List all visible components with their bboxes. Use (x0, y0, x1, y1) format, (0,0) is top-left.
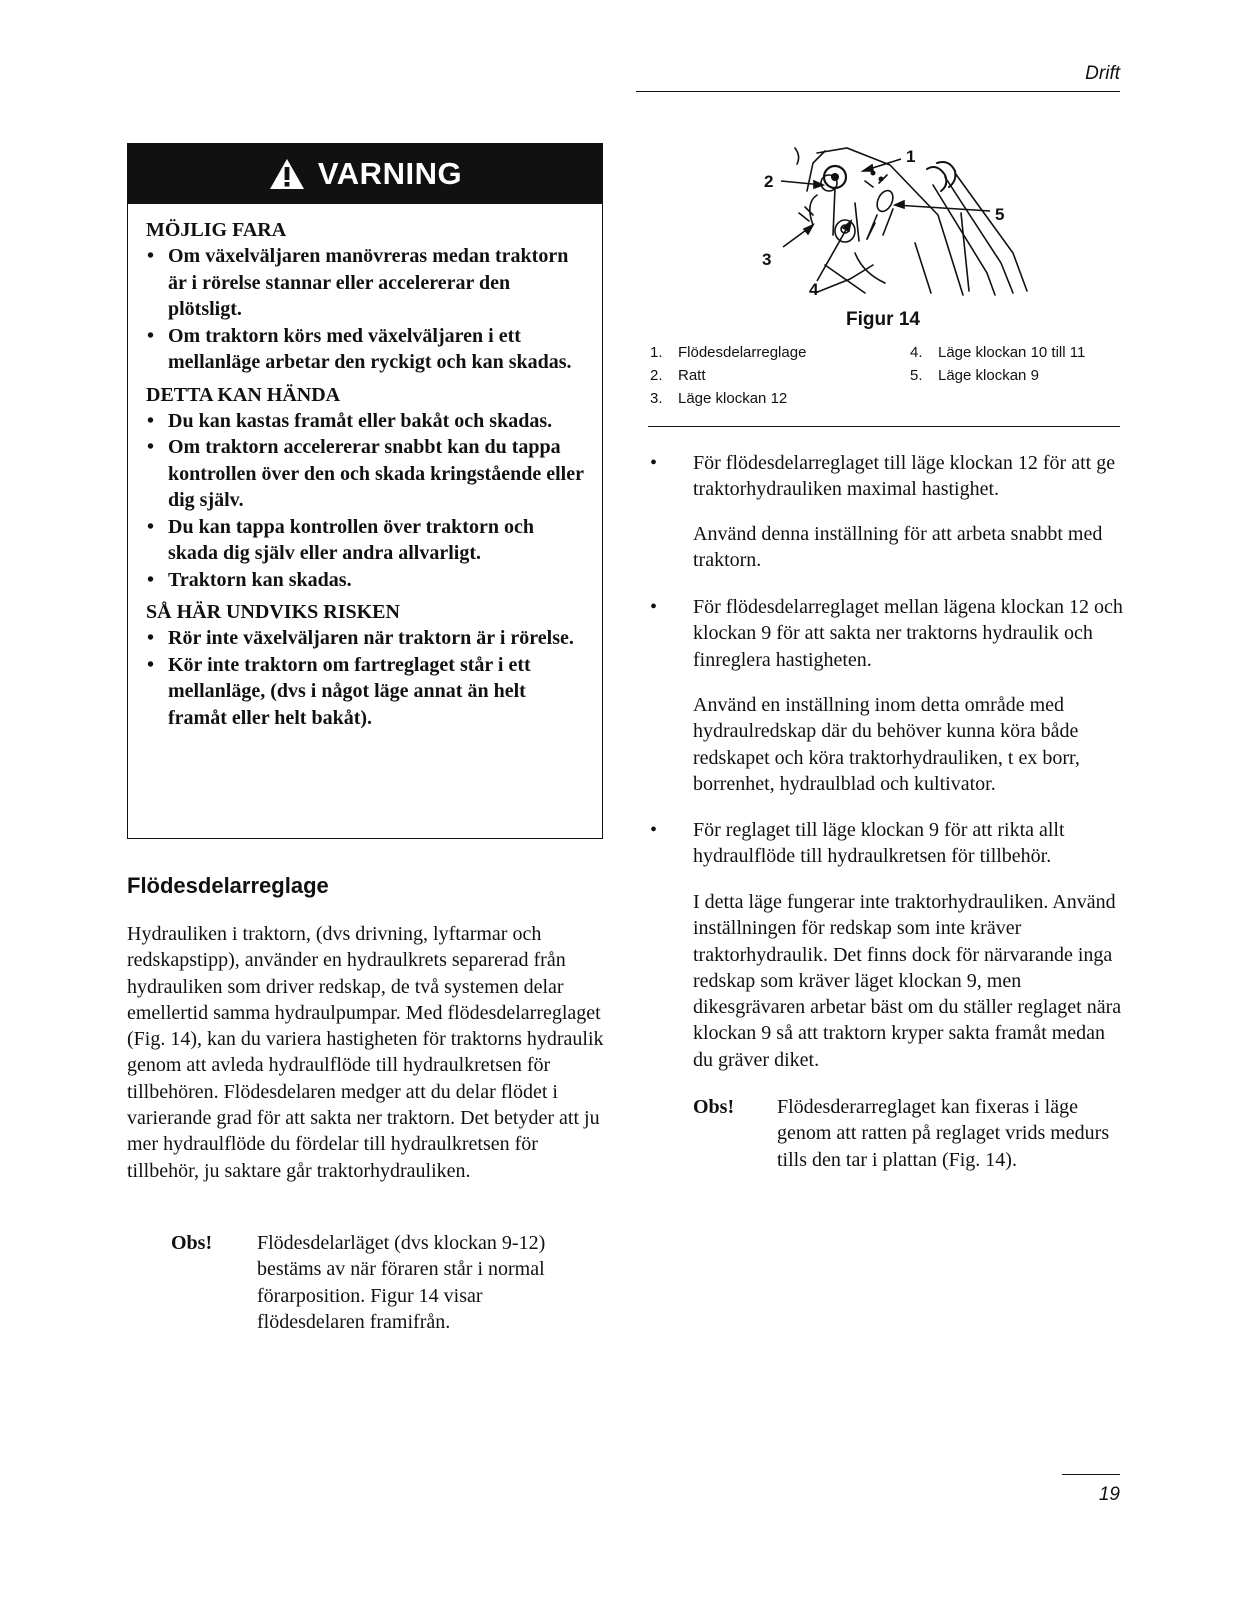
legend-text: Läge klockan 12 (678, 390, 788, 407)
running-header-section: Drift (1085, 63, 1120, 84)
warning-heading-avoidance: SÅ HÄR UNDVIKS RISKEN (146, 601, 400, 623)
warning-triangle-icon (268, 157, 306, 191)
legend-item (910, 367, 1039, 384)
bullet-text: För flödesdelarreglaget mellan lägena klockan 12 och klockan 9 för att sakta ner traktorns hydraulik och finreglera hastigheten. (693, 596, 1123, 671)
callout-4: 4 (809, 280, 819, 299)
warning-item: • Traktorn kan skadas. (146, 567, 584, 594)
bullet-marker: • (650, 452, 658, 474)
figure-rule (648, 426, 1120, 427)
legend-text: Flödesdelarreglage (678, 344, 807, 361)
body-paragraph: I detta läge fungerar inte traktorhydrauliken. Använd inställningen för redskap som inte kräver traktorhydraulik. Det finns dock för närvarande inga redskap som kräver läget klockan 9, men dikesgrävaren arbetar bäst om du ställer reglaget nära klockan 9 så att traktorn kryper sakta framåt medan du gräver diket. (693, 891, 1122, 1071)
warning-body (128, 204, 602, 731)
flow-divider-illustration (755, 143, 1045, 303)
footer-rule (1062, 1474, 1120, 1475)
callout-3: 3 (762, 250, 772, 269)
bullet-marker: • (650, 819, 658, 841)
legend-number: 4. (910, 344, 923, 361)
warning-item: • Om växelväljaren manövreras medan traktorn är i rörelse stannar eller accelererar den plötsligt. (146, 243, 584, 323)
warning-item: • Om traktorn accelererar snabbt kan du tappa kontrollen över den och skada kringstående eller dig själv. (146, 434, 584, 514)
body-paragraph: Använd denna inställning för att arbeta snabbt med traktorn. (693, 523, 1103, 572)
note-left (171, 1230, 587, 1335)
legend-text: Ratt (678, 367, 706, 384)
note-right (693, 1094, 1127, 1173)
note-text: Flödesderarreglaget kan fixeras i läge genom att ratten på reglaget vrids medurs tills den tar i plattan (Fig. 14). (777, 1096, 1110, 1171)
legend-item (650, 344, 806, 361)
bullet-text: För flödesdelarreglaget till läge klockan 12 för att ge traktorhydrauliken maximal hastighet. (693, 452, 1116, 501)
header-rule (636, 91, 1120, 92)
body-paragraph: Hydrauliken i traktorn, (dvs drivning, lyftarmar och redskapstipp), använder en hydraulkrets separerad från hydrauliken som driver redskap, de två systemen delar emellertid samma hydraulpumpar. Med flödesdelarreglaget (Fig. 14), kan du variera hastigheten för traktorns hydraulik genom att avleda hydraulflöde till hydraulkretsen för tillbehören. Flödesdelaren medger att du delar flödet i varierande grad för att sakta ner traktorn. Det betyder att ju mer hydraulflöde du fördelar till hydraulkretsen för tillbehör, ju saktare går traktorhydrauliken. (127, 923, 604, 1182)
warning-list-hazard (146, 243, 584, 376)
section-heading: Flödesdelarreglage (127, 873, 329, 898)
legend-text: Läge klockan 9 (938, 367, 1039, 384)
warning-box (127, 143, 603, 839)
note-label: Obs! (171, 1232, 213, 1254)
body-paragraph: Använd en inställning inom detta område med hydraulredskap där du behöver kunna köra både redskapet och köra traktorhydrauliken, t ex borr, borrenhet, hydraulblad och kultivator. (693, 694, 1080, 795)
warning-heading-hazard: MÖJLIG FARA (146, 219, 287, 241)
legend-item (650, 367, 706, 384)
warning-heading-consequence: DETTA KAN HÄNDA (146, 383, 341, 406)
figure-caption: Figur 14 (846, 309, 920, 330)
warning-item: • Du kan tappa kontrollen över traktorn och skada dig själv eller andra allvarligt. (146, 514, 584, 567)
callout-2: 2 (764, 172, 774, 191)
warning-item: • Kör inte traktorn om fartreglaget står i ett mellanläge, (dvs i något läge annat än helt framåt eller helt bakåt). (146, 652, 584, 732)
note-label: Obs! (693, 1096, 735, 1118)
callout-1: 1 (906, 147, 916, 166)
warning-item: • Du kan kastas framåt eller bakåt och skadas. (146, 408, 584, 435)
legend-number: 1. (650, 344, 663, 361)
legend-item (650, 390, 787, 407)
legend-number: 3. (650, 390, 663, 407)
warning-item: • Om traktorn körs med växelväljaren i ett mellanläge arbetar den ryckigt och kan skadas. (146, 323, 584, 376)
warning-title-bar (128, 144, 602, 204)
warning-item: • Rör inte växelväljaren när traktorn är i rörelse. (146, 625, 584, 652)
page-number: 19 (1098, 1484, 1120, 1505)
legend-number: 5. (910, 367, 923, 384)
callout-5: 5 (995, 205, 1005, 224)
warning-list-avoidance (146, 625, 584, 731)
note-text: Flödesdelarläget (dvs klockan 9-12) bestäms av när föraren står i normal förarposition. Figur 14 visar flödesdelaren framifrån. (257, 1232, 546, 1333)
bullet-marker: • (650, 596, 658, 618)
legend-item (910, 344, 1085, 361)
legend-number: 2. (650, 367, 663, 384)
legend-text: Läge klockan 10 till 11 (938, 344, 1086, 361)
bullet-text: För reglaget till läge klockan 9 för att rikta allt hydraulflöde till hydraulkretsen för tillbehör. (693, 819, 1065, 868)
warning-list-consequence (146, 408, 584, 594)
warning-title: VARNING (317, 156, 463, 191)
